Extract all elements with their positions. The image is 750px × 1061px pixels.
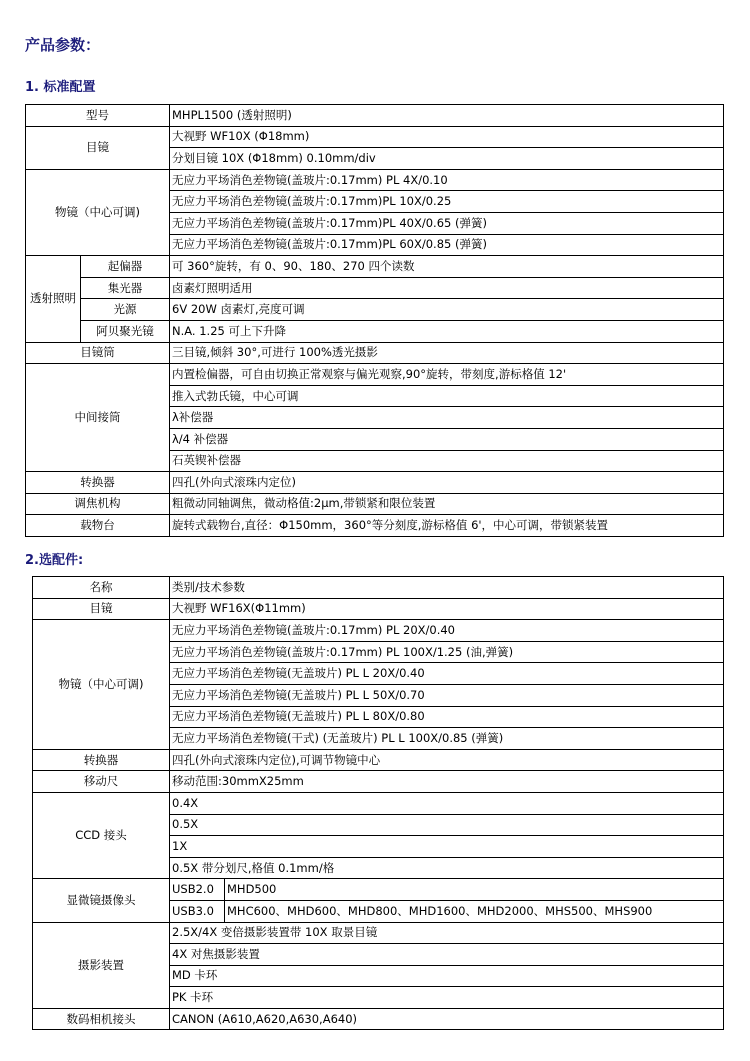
value-cell: 0.5X 带分划尺,格值 0.1mm/格 — [170, 857, 724, 879]
table-row — [33, 749, 724, 771]
sublabel-cell: 阿贝聚光镜 — [81, 320, 170, 342]
value-cell: 移动范围:30mmX25mm — [170, 771, 724, 793]
value-cell: 内置检偏器，可自由切换正常观察与偏光观察,90°旋转，带刻度,游标格值 12' — [170, 364, 724, 386]
value-cell: 无应力平场消色差物镜(干式) (无盖玻片) PL L 100X/0.85 (弹簧) — [170, 728, 724, 750]
label-cell: 目镜 — [26, 126, 170, 169]
label-cell: 摄影装置 — [33, 922, 170, 1008]
sublabel-cell: 起偏器 — [81, 256, 170, 278]
value-cell: 四孔(外向式滚珠内定位),可调节物镜中心 — [170, 749, 724, 771]
value-cell: MHC600、MHD600、MHD800、MHD1600、MHD2000、MHS500、MHS900 — [225, 900, 724, 922]
label-cell: 目镜筒 — [26, 342, 170, 364]
table-row — [33, 1008, 724, 1030]
label-cell: 数码相机接头 — [33, 1008, 170, 1030]
value-cell: 0.4X — [170, 792, 724, 814]
value-cell: 无应力平场消色差物镜(无盖玻片) PL L 80X/0.80 — [170, 706, 724, 728]
table-row — [26, 105, 724, 127]
label-cell: 调焦机构 — [26, 493, 170, 515]
value-cell: λ/4 补偿器 — [170, 428, 724, 450]
value-cell: 四孔(外向式滚珠内定位) — [170, 472, 724, 494]
value-cell: 0.5X — [170, 814, 724, 836]
table-row — [26, 364, 724, 386]
table-row — [33, 922, 724, 944]
label-cell: 移动尺 — [33, 771, 170, 793]
value-cell: 推入式勃氏镜，中心可调 — [170, 385, 724, 407]
value-cell: 分划目镜 10X (Φ18mm) 0.10mm/div — [170, 148, 724, 170]
port-cell: USB2.0 — [170, 879, 225, 901]
table-row — [26, 256, 724, 278]
value-cell: 无应力平场消色差物镜(无盖玻片) PL L 20X/0.40 — [170, 663, 724, 685]
table-row — [26, 472, 724, 494]
value-cell: 石英锲补偿器 — [170, 450, 724, 472]
table-row — [26, 277, 724, 299]
value-cell: 无应力平场消色差物镜(盖玻片:0.17mm)PL 10X/0.25 — [170, 191, 724, 213]
value-cell: 粗微动同轴调焦，微动格值:2μm,带锁紧和限位装置 — [170, 493, 724, 515]
section-heading-optional: 2.选配件: — [25, 553, 84, 568]
label-cell: 物镜（中心可调) — [26, 169, 170, 255]
sublabel-cell: 光源 — [81, 299, 170, 321]
port-cell: USB3.0 — [170, 900, 225, 922]
table-row — [33, 879, 724, 901]
value-cell: 无应力平场消色差物镜(盖玻片:0.17mm) PL 100X/1.25 (油,弹簧) — [170, 641, 724, 663]
optional-accessories-table — [32, 576, 724, 1030]
value-cell: 4X 对焦摄影装置 — [170, 944, 724, 966]
value-cell: 三目镜,倾斜 30°,可进行 100%透光摄影 — [170, 342, 724, 364]
standard-config-table — [25, 104, 724, 537]
value-cell: 类别/技术参数 — [170, 577, 724, 599]
label-cell: 载物台 — [26, 515, 170, 537]
value-cell: 可 360°旋转，有 0、90、180、270 四个读数 — [170, 256, 724, 278]
label-cell: 型号 — [26, 105, 170, 127]
table-row — [33, 598, 724, 620]
value-cell: 无应力平场消色差物镜(盖玻片:0.17mm)PL 40X/0.65 (弹簧) — [170, 212, 724, 234]
value-cell: 1X — [170, 836, 724, 858]
section-heading-standard: 1. 标准配置 — [25, 80, 96, 95]
page-title: 产品参数： — [25, 36, 101, 54]
label-cell: 显微镜摄像头 — [33, 879, 170, 922]
table-row — [33, 771, 724, 793]
value-cell: PK 卡环 — [170, 987, 724, 1009]
value-cell: λ补偿器 — [170, 407, 724, 429]
table-row — [26, 299, 724, 321]
label-cell: 转换器 — [33, 749, 170, 771]
table-row — [26, 126, 724, 148]
value-cell: MHD500 — [225, 879, 724, 901]
table-row — [26, 515, 724, 537]
value-cell: 无应力平场消色差物镜(盖玻片:0.17mm)PL 60X/0.85 (弹簧) — [170, 234, 724, 256]
value-cell: 无应力平场消色差物镜(盖玻片:0.17mm) PL 4X/0.10 — [170, 169, 724, 191]
label-cell: 透射照明 — [26, 256, 81, 342]
value-cell: 无应力平场消色差物镜(盖玻片:0.17mm) PL 20X/0.40 — [170, 620, 724, 642]
sublabel-cell: 集光器 — [81, 277, 170, 299]
value-cell: MHPL1500 (透射照明) — [170, 105, 724, 127]
value-cell: 大视野 WF16X(Φ11mm) — [170, 598, 724, 620]
table-row — [33, 792, 724, 814]
value-cell: 无应力平场消色差物镜(无盖玻片) PL L 50X/0.70 — [170, 684, 724, 706]
value-cell: MD 卡环 — [170, 965, 724, 987]
table-row — [33, 577, 724, 599]
table-row — [26, 320, 724, 342]
value-cell: 卤素灯照明适用 — [170, 277, 724, 299]
value-cell: 大视野 WF10X (Φ18mm) — [170, 126, 724, 148]
table-row — [26, 493, 724, 515]
label-cell: 目镜 — [33, 598, 170, 620]
value-cell: 2.5X/4X 变倍摄影装置带 10X 取景目镜 — [170, 922, 724, 944]
table-row — [26, 342, 724, 364]
label-cell: 物镜（中心可调) — [33, 620, 170, 750]
value-cell: N.A. 1.25 可上下升降 — [170, 320, 724, 342]
value-cell: 旋转式载物台,直径：Φ150mm，360°等分刻度,游标格值 6'，中心可调，带锁紧装置 — [170, 515, 724, 537]
label-cell: 中间接筒 — [26, 364, 170, 472]
label-cell: 名称 — [33, 577, 170, 599]
label-cell: 转换器 — [26, 472, 170, 494]
value-cell: 6V 20W 卤素灯,亮度可调 — [170, 299, 724, 321]
table-row — [33, 620, 724, 642]
label-cell: CCD 接头 — [33, 792, 170, 878]
value-cell: CANON (A610,A620,A630,A640) — [170, 1008, 724, 1030]
table-row — [26, 169, 724, 191]
